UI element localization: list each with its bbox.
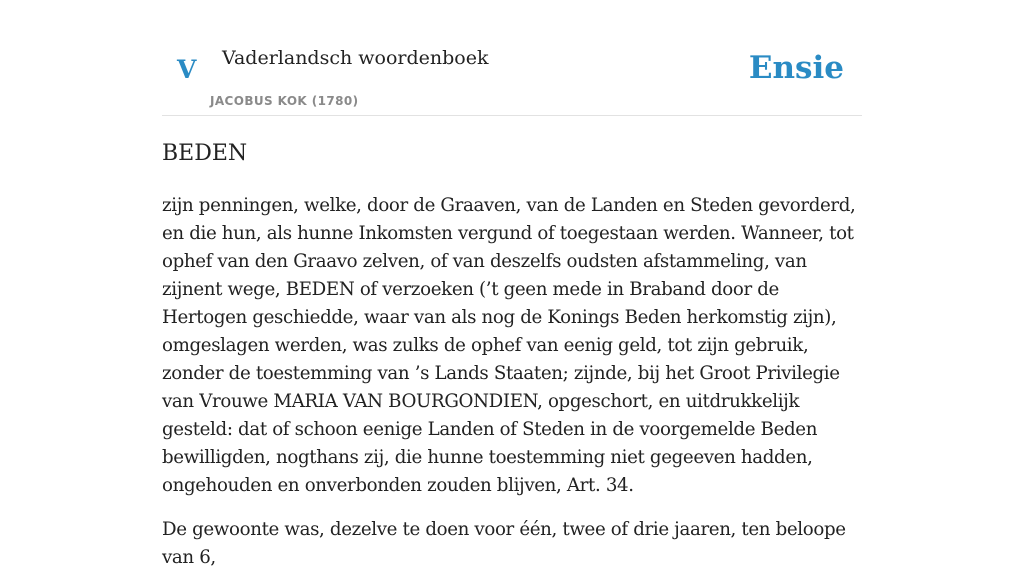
book-title-link[interactable]: Vaderlandsch woordenboek	[222, 47, 489, 69]
page-header	[162, 30, 862, 116]
entry-title: BEDEN	[162, 141, 248, 166]
book-author: JACOBUS KOK (1780)	[210, 94, 359, 108]
letter-index-link[interactable]: V	[177, 55, 197, 84]
entry-paragraph: zijn penningen, welke, door de Graaven, van de Landen en Steden gevorderd, en die hun, als hunne Inkomsten vergund of toegestaan werden. Wanneer, tot ophef van den Graavo zelven, of van deszelfs oudsten afstammeling, van zijnent wege, BEDEN of verzoeken (’t geen mede in Braband door de Hertogen geschiedde, waar van als nog de Konings Beden herkomstig zijn), omgeslagen werden, was zulks de ophef van eenig geld, tot zijn gebruik, zonder de toestemming van ’s Lands Staaten; zijnde, bij het Groot Privilegie van Vrouwe MARIA VAN BOURGONDIEN, opgeschort, en uitdrukkelijk gesteld: dat of schoon eenige Landen of Steden in de voorgemelde Beden bewilligden, nogthans zij, die hunne toestemming niet gegeeven hadden, ongehouden en onverbonden zouden blijven, Art. 34.	[162, 195, 856, 496]
entry-content	[162, 192, 862, 588]
ensie-logo[interactable]: Ensie	[748, 50, 844, 86]
entry-paragraph: De gewoonte was, dezelve te doen voor één, twee of drie jaaren, ten beloope van 6,	[162, 519, 846, 568]
